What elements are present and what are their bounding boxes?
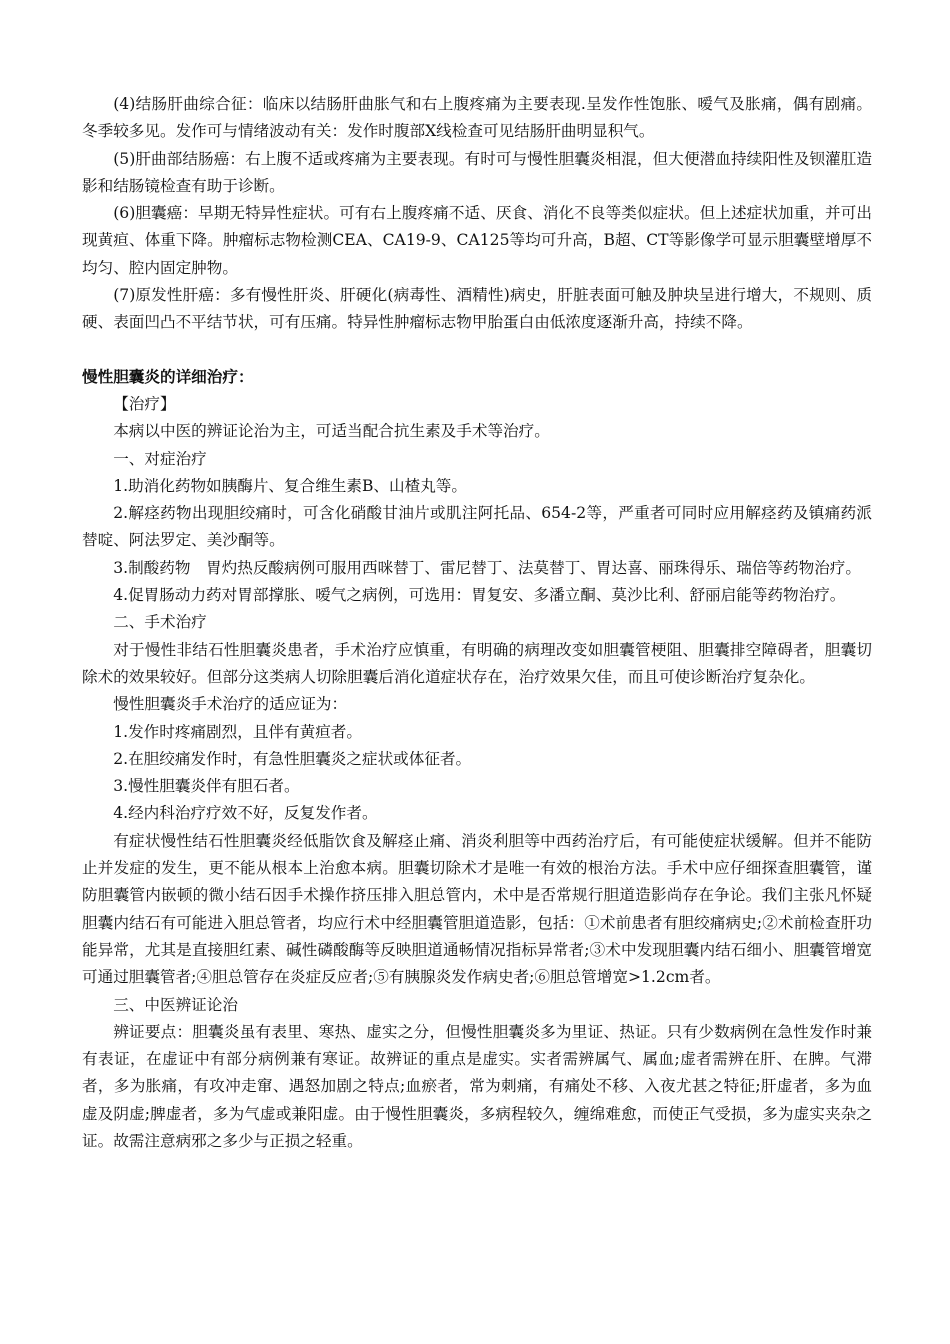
list-item: 2.在胆绞痛发作时，有急性胆囊炎之症状或体征者。 [113, 749, 472, 768]
section-heading: 慢性胆囊炎的详细治疗： [82, 367, 254, 386]
subsection-heading-surgery: 二、手术治疗 [113, 613, 207, 632]
list-item: 4.经内科治疗疗效不好，反复发作者。 [113, 804, 378, 823]
list-item: 1.助消化药物如胰酶片、复合维生素B、山楂丸等。 [113, 476, 467, 495]
treatment-label: 【治疗】 [113, 394, 176, 413]
differential-item-gallbladder-cancer: (6)胆囊癌：早期无特异性症状。可有右上腹疼痛不适、厌食、消化不良等类似症状。但上述症状加重，并可出现黄疸、体重下降。肿瘤标志物检测CEA、CA19-9、CA125等均可升高，B超、CT等影像学可显示胆囊壁增厚不均匀、腔内固定肿物。 [82, 204, 872, 277]
subsection-heading-symptomatic: 一、对症治疗 [113, 449, 207, 468]
subsection-heading-tcm: 三、中医辨证论治 [113, 995, 238, 1014]
differential-item-colon-cancer: (5)肝曲部结肠癌：右上腹不适或疼痛为主要表现。有时可与慢性胆囊炎相混，但大便潜血持续阳性及钡灌肛造影和结肠镜检查有助于诊断。 [82, 149, 872, 195]
paragraph: 有症状慢性结石性胆囊炎经低脂饮食及解痉止痛、消炎利胆等中西药治疗后，有可能使症状缓解。但并不能防止并发症的发生，更不能从根本上治愈本病。胆囊切除术才是唯一有效的根治方法。手术中应仔细探查胆囊管，谨防胆囊管内嵌顿的微小结石因手术操作挤压排入胆总管内，术中是否常规行胆道造影尚存在争论。我们主张凡怀疑胆囊内结石有可能进入胆总管者，均应行术中经胆囊管胆道造影，包括：①术前患者有胆绞痛病史;②术前检查肝功能异常，尤其是直接胆红素、碱性磷酸酶等反映胆道通畅情况指标异常者;③术中发现胆囊内结石细小、胆囊管增宽可通过胆囊管者;④胆总管存在炎症反应者;⑤有胰腺炎发作病史者;⑥胆总管增宽>1.2cm者。 [82, 831, 872, 987]
paragraph: 对于慢性非结石性胆囊炎患者，手术治疗应慎重，有明确的病理改变如胆囊管梗阻、胆囊排空障碍者，胆囊切除术的效果较好。但部分这类病人切除胆囊后消化道症状存在，治疗效果欠佳，而且可使诊断治疗复杂化。 [82, 640, 872, 686]
differential-item-liver-cancer: (7)原发性肝癌：多有慢性肝炎、肝硬化(病毒性、酒精性)病史，肝脏表面可触及肿块呈进行增大，不规则、质硬、表面凹凸不平结节状，可有压痛。特异性肿瘤标志物甲胎蛋白由低浓度逐渐升高，持续不降。 [82, 286, 872, 332]
paragraph: 慢性胆囊炎手术治疗的适应证为： [113, 695, 348, 714]
list-item: 3.慢性胆囊炎伴有胆石者。 [113, 777, 300, 796]
treatment-intro: 本病以中医的辨证论治为主，可适当配合抗生素及手术等治疗。 [113, 422, 550, 441]
paragraph: 辨证要点：胆囊炎虽有表里、寒热、虚实之分，但慢性胆囊炎多为里证、热证。只有少数病例在急性发作时兼有表证，在虚证中有部分病例兼有寒证。故辨证的重点是虚实。实者需辨属气、属血;虚者需辨在肝、在脾。气滞者，多为胀痛，有攻冲走窜、遇怒加剧之特点;血瘀者，常为刺痛，有痛处不移、入夜尤甚之特征;肝虚者，多为血虚及阴虚;脾虚者，多为气虚或兼阳虚。由于慢性胆囊炎，多病程较久，缠绵难愈，而使正气受损，多为虚实夹杂之证。故需注意病邪之多少与正损之轻重。 [82, 1022, 872, 1150]
differential-item-colon-hepatic-flexure: (4)结肠肝曲综合征：临床以结肠肝曲胀气和右上腹疼痛为主要表现.呈发作性饱胀、嗳气及胀痛，偶有剧痛。冬季较多见。发作可与情绪波动有关：发作时腹部X线检查可见结肠肝曲明显积气。 [82, 95, 872, 141]
list-item: 3.制酸药物 胃灼热反酸病例可服用西咪替丁、雷尼替丁、法莫替丁、胃达喜、丽珠得乐、瑞倍等药物治疗。 [113, 558, 861, 577]
list-item: 4.促胃肠动力药对胃部撑胀、嗳气之病例，可选用：胃复安、多潘立酮、莫沙比利、舒丽启能等药物治疗。 [113, 586, 846, 605]
document-page [82, 91, 872, 1155]
list-item: 2.解痉药物出现胆绞痛时，可含化硝酸甘油片或肌注阿托品、654-2等，严重者可同时应用解痉药及镇痛药派替啶、阿法罗定、美沙酮等。 [82, 504, 872, 550]
section-spacer [82, 337, 872, 364]
list-item: 1.发作时疼痛剧烈，且伴有黄疸者。 [113, 722, 362, 741]
